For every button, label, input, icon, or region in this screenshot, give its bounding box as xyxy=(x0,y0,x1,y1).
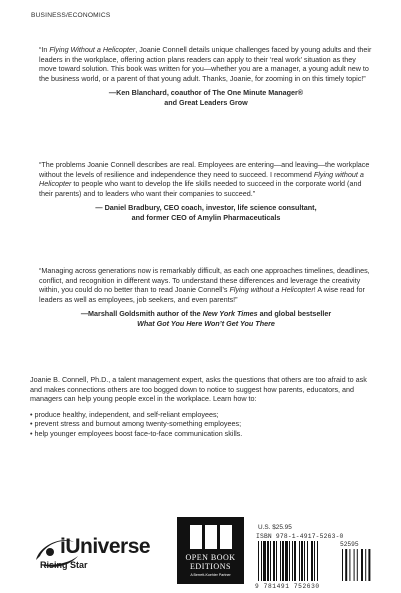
books-icon xyxy=(188,523,234,551)
description-paragraph: Joanie B. Connell, Ph.D., a talent management expert, asks the questions that others are too afraid to ask and makes connections others are too bogged down to notice to suggest how parents, educators, and managers can help young people excel in the workplace. Learn how to: xyxy=(30,375,367,404)
open-book-editions-logo xyxy=(177,517,244,584)
obe-line1: OPEN BOOK xyxy=(185,553,236,562)
quote-text: “Managing across generations now is remarkably difficult, as each one approaches timelines, deadlines, conflict, and recognition in different ways. To understand these differences and leverage the creativity within, you could do no better than to read Joanie Connell’s Flying without a Helicopter! A wise read for leaders as well as employees, job seekers, and even parents!” xyxy=(39,266,370,304)
barcode-icon xyxy=(256,541,374,589)
barcode-number: 9 781491 752630 xyxy=(255,583,320,590)
isbn-label: ISBN 978-1-4917-5263-0 xyxy=(256,533,344,540)
price-label: U.S. $25.95 xyxy=(258,524,292,531)
praise-quote-goldsmith xyxy=(39,266,373,329)
category-label: BUSINESS/ECONOMICS xyxy=(31,12,111,19)
quote-text: “In Flying Without a Helicopter, Joanie Connell details unique challenges faced by young adults and their leaders in the workplace, offering action plans readers can apply to their ‘real work’ situation as they move toward solution. This book was written for you—whether you are a manager, a young adult new to the business world, or a parent of that young adult. Thanks, Joanie, for zooming in on this timely topic!” xyxy=(39,45,372,83)
obe-line2: EDITIONS xyxy=(190,562,231,571)
quote-attribution: —Ken Blanchard, coauthor of The One Minute Manager® and Great Leaders Grow xyxy=(108,88,304,107)
quote-text: “The problems Joanie Connell describes are real. Employees are entering—and leaving—the workplace without the levels of resilience and independence they need to succeed. I recommend Flying without a Helicopter to people who want to develop the life skills needed to succeed in the corporate world (and their parents) and to leaders who want their companies to succeed.” xyxy=(39,160,370,198)
praise-quote-blanchard xyxy=(39,45,373,108)
list-item: • produce healthy, independent, and self-reliant employees; xyxy=(30,409,219,419)
barcode-addon-number: 52595 xyxy=(340,541,359,548)
publisher-imprint: Rising Star xyxy=(40,560,88,570)
book-description xyxy=(30,375,375,438)
quote-attribution: —Marshall Goldsmith author of the New York Times and global bestseller What Got You Here Won’t Get You There xyxy=(80,309,332,328)
praise-quote-bradbury xyxy=(39,160,373,223)
quote-attribution: — Daniel Bradbury, CEO coach, investor, life science consultant, and former CEO of Amylin Pharmaceuticals xyxy=(95,203,317,222)
list-item: • prevent stress and burnout among twenty-something employees; xyxy=(30,419,242,429)
obe-line3: A Berrett-Koehler Partner xyxy=(190,573,231,577)
publisher-logo-text: iUniverse xyxy=(60,535,151,558)
benefit-list xyxy=(30,410,375,438)
list-item: • help younger employees boost face-to-face communication skills. xyxy=(30,428,243,438)
